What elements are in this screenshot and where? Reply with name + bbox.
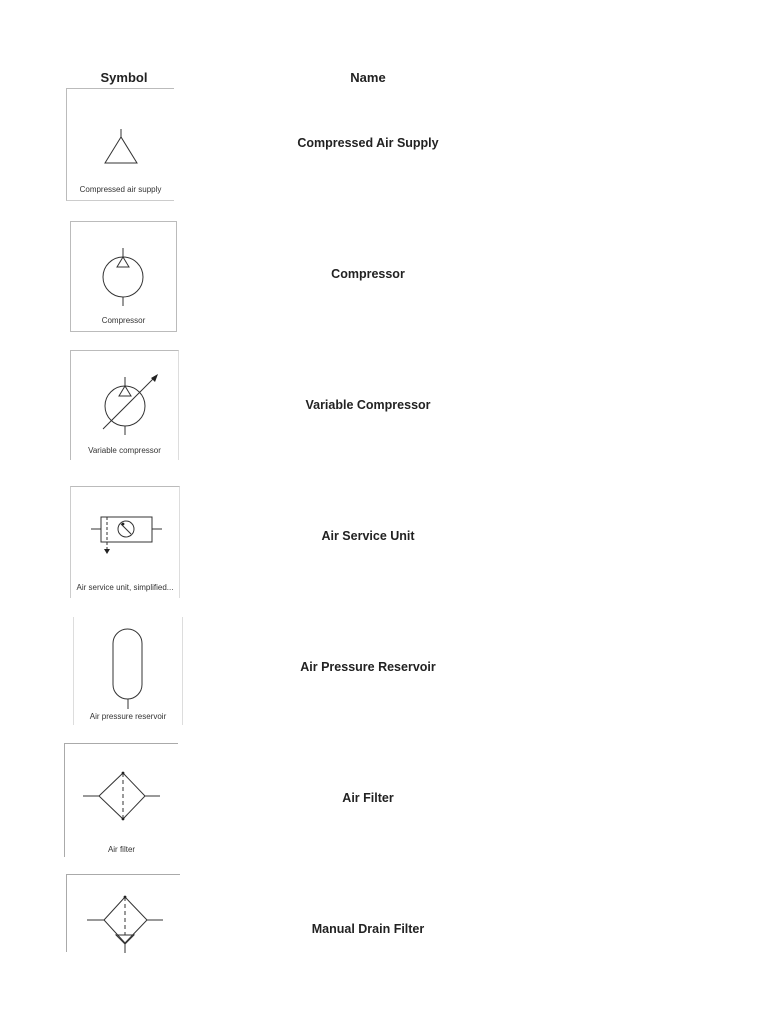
symbol-cell-air-service-unit xyxy=(70,486,180,598)
air-pressure-reservoir-icon xyxy=(74,617,184,725)
symbol-cell-variable-compressor xyxy=(70,350,179,460)
symbol-cell-compressed-air-supply xyxy=(66,88,174,201)
symbol-cell-air-pressure-reservoir xyxy=(73,617,183,725)
symbol-caption: Variable compressor xyxy=(88,446,161,455)
symbol-column-header: Symbol xyxy=(100,70,148,85)
symbol-caption: Air service unit, simplified... xyxy=(76,583,174,592)
symbol-cell-compressor xyxy=(70,221,177,332)
symbol-name: Manual Drain Filter xyxy=(311,922,425,936)
symbol-name: Compressor xyxy=(331,267,405,281)
symbol-cell-air-filter xyxy=(64,743,178,857)
name-column-header: Name xyxy=(350,70,386,85)
symbol-name: Air Pressure Reservoir xyxy=(300,660,436,674)
air-filter-icon xyxy=(65,744,179,858)
variable-compressor-icon xyxy=(71,351,180,461)
symbol-cell-manual-drain-filter xyxy=(66,874,180,952)
symbol-name: Compressed Air Supply xyxy=(297,136,439,150)
symbol-caption: Compressor xyxy=(101,316,146,325)
symbol-caption: Compressed air supply xyxy=(79,185,162,194)
symbol-caption: Air filter xyxy=(107,845,136,854)
symbol-name: Variable Compressor xyxy=(305,398,431,412)
symbol-name: Air Filter xyxy=(342,791,394,805)
symbol-name: Air Service Unit xyxy=(321,529,415,543)
symbol-caption: Air pressure reservoir xyxy=(89,712,167,721)
manual-drain-filter-icon xyxy=(67,875,181,953)
